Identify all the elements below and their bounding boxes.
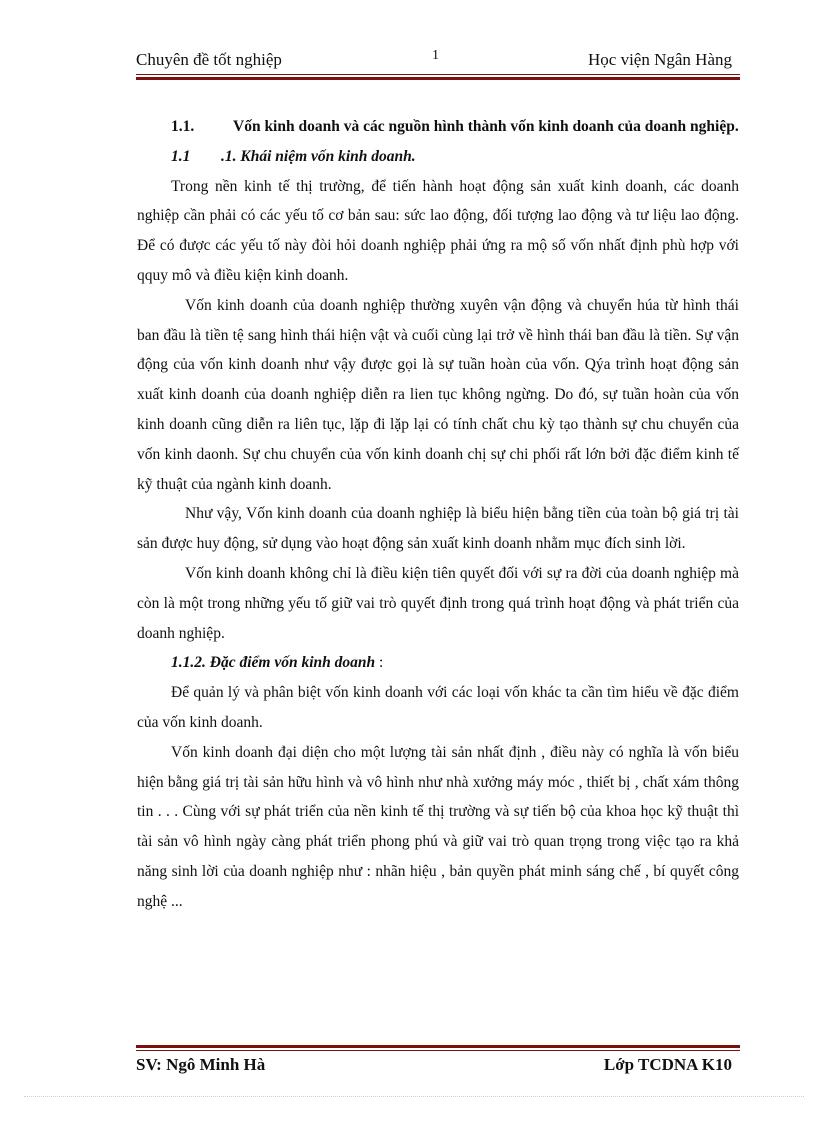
paragraph: Trong nền kinh tế thị trường, để tiến hành hoạt động sản xuất kinh doanh, các doanh nghiệp cần phải có các yếu tố cơ bản sau: sức lao động, đối tượng lao động và tư liệu lao động. Để có được các yếu tố này đòi hỏi doanh nghiệp phải ứng ra mộ số vốn nhất định phù hợp với qquy mô và điều kiện kinh doanh. [137,177,739,284]
section-heading [137,112,739,142]
header-document-type: Chuyên đề tốt nghiệp [136,50,282,69]
paragraph: Như vậy, Vốn kinh doanh của doanh nghiệp là biểu hiện bằng tiền của toàn bộ giá trị tài sản được huy động, sử dụng vào hoạt động sản xuất kinh doanh nhằm mục đích sinh lời. [137,505,739,553]
page-boundary-divider [24,1096,804,1097]
subsection-heading-2 [137,648,739,678]
document-body [137,112,739,917]
footer-student: SV: Ngô Minh Hà [136,1055,266,1074]
subsection-heading-1 [137,142,739,172]
page-header [136,48,732,72]
footer-class: Lớp TCDNA K10 [603,1055,732,1074]
paragraph: Để quản lý và phân biệt vốn kinh doanh với các loại vốn khác ta cần tìm hiểu về đặc điểm của vốn kinh doanh. [137,684,739,731]
section-number: 1.1. [171,118,195,135]
paragraph: Vốn kinh doanh của doanh nghiệp thường xuyên vận động và chuyển húa từ hình thái ban đầu là tiền tệ sang hình thái hiện vật và cuối cùng lại trở về hình thái ban đầu là tiền. Sự vận động của vốn kinh doanh như vậy được gọi là sự tuần hoàn của vốn. Qýa trình hoạt động sản xuất kinh doanh của doanh nghiệp diễn ra lien tục không ngừng. Do đó, sự tuần hoàn của vốn kinh doanh cũng diễn ra liên tục, lặp đi lặp lại có tính chất chu kỳ tạo thành sự chu chuyển của vốn kinh daonh. Sự chu chuyển của vốn kinh doanh chị sự chi phối rất lớn bởi đặc điểm kinh tế kỹ thuật của ngành kinh doanh. [137,296,739,493]
footer-rule-thick [136,1045,740,1048]
header-rule-thin [136,74,740,75]
page-footer [136,1055,740,1079]
subsection-title: 1.1.2. Đặc điểm vốn kinh doanh [171,654,376,672]
page-number: 1 [432,48,439,63]
subsection-suffix: : [375,654,384,672]
header-institution: Học viện Ngân Hàng [588,50,732,69]
paragraph: Vốn kinh doanh đại diện cho một lượng tài sản nhất định , điều này có nghĩa là vốn biểu hiện bằng giá trị tài sản hữu hình và vô hình như nhà xưởng máy móc , thiết bị , chất xám thông tin . . . Cùng với sự phát triển của nền kinh tế thị trường và sự tiến bộ của khoa học kỹ thuật thì tài sản vô hình ngày càng phát triển phong phú và giữ vai trò quan trọng trong việc tạo ra khả năng sinh lời của doanh nghiệp như : nhãn hiệu , bản quyền phát minh sáng chế , bí quyết công nghệ ... [137,743,739,910]
footer-rule-thin [136,1050,740,1051]
section-title: Vốn kinh doanh và các nguồn hình thành vốn kinh doanh của doanh nghiệp. [233,118,739,135]
paragraph: Vốn kinh doanh không chỉ là điều kiện tiên quyết đối với sự ra đời của doanh nghiệp mà còn là một trong những yếu tố giữ vai trò quyết định trong quá trình hoạt động và phát triển của doanh nghiệp. [137,564,739,642]
subsection-title: .1. Khái niệm vốn kinh doanh. [221,147,416,165]
subsection-number: 1.1 [171,147,191,165]
header-rule-thick [136,77,740,80]
